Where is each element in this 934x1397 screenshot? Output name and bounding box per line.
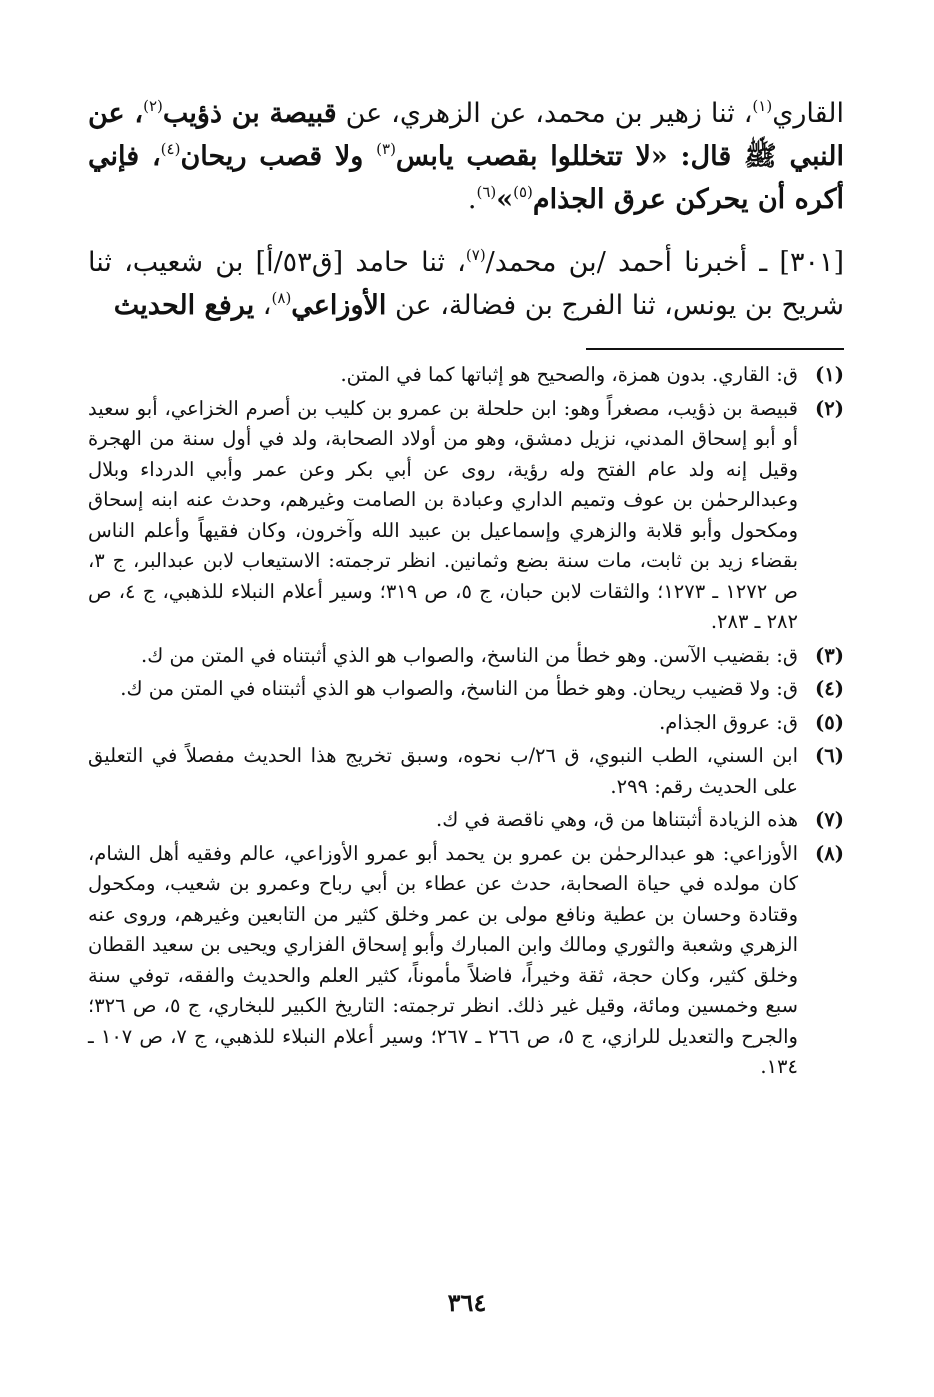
footnote-2 [88,394,844,638]
footnote-number: (٦) [815,744,844,767]
footnote-3 [88,641,844,672]
page-body [88,92,844,1086]
footnote-4 [88,674,844,705]
footnote-ref-3: (٣) [376,140,396,158]
footnote-text: ق: ولا قضيب ريحان. وهو خطأ من الناسخ، والصواب هو الذي أثبتناه في المتن من ك. [120,677,798,700]
text-run: ، ثنا زهير بن محمد، عن الزهري، عن [336,98,753,129]
footnote-number: (١) [815,363,844,386]
hadith-text: ولا قصب ريحان [180,141,377,172]
footnote-5 [88,708,844,739]
footnote-ref-5: (٥) [513,183,533,201]
hadith-text: ، عن النبي ﷺ قال: «لا تتخللوا بقصب يابس [88,98,844,172]
text-run: . [467,184,477,215]
footnote-number: (٧) [815,808,844,831]
footnote-ref-1: (١) [752,97,773,115]
main-text [88,92,844,327]
footnote-6 [88,741,844,802]
footnote-text: ق: القاري. بدون همزة، والصحيح هو إثباتها كما في المتن. [340,363,798,386]
page-number: ٣٦٤ [447,1288,487,1317]
text-run: [٣٠١] ـ أخبرنا أحمد /بن محمد/ [485,247,844,278]
footnote-text: ق: بقضيب الآسن. وهو خطأ من الناسخ، والصواب هو الذي أثبتناه في المتن من ك. [141,643,798,667]
paragraph-hadith-300-end [88,92,844,221]
footnote-text: الأوزاعي: هو عبدالرحمٰن بن عمرو بن يحمد أبو عمرو الأوزاعي، عالم وفقيه أهل الشام، كان مولده في حياة الصحابة، حدث عن عطاء بن أبي رباح وعمرو بن شعيب، ومكحول وقتادة وحسان بن عطية ونافع مولى بن عمر وخلق كثير من التابعين وغيرهم، وروى عنه الزهري وشعبة والثوري ومالك وابن المبارك وأبو إسحاق الفزاري ويحيى بن سعيد القطان وخلق كثير، وكان حجة، ثقة وخيراً، فاضلاً مأموناً، كثير العلم والحديث والفقه، توفي سنة سبع وخمسين ومائة، وقيل غير ذلك. انظر ترجمته: التاريخ الكبير للبخاري، ج ٥، ص ٣٢٦؛ والجرح والتعديل للرازي، ج ٥، ص ٢٦٦ ـ ٢٦٧؛ وسير أعلام النبلاء للذهبي، ج ٧، ص ١٠٧ ـ ١٣٤. [88,841,798,1078]
footnote-ref-4: (٤) [160,140,181,158]
footnote-number: (٣) [815,643,844,667]
footnote-ref-7: (٧) [465,246,486,264]
footnote-8 [88,839,844,1083]
footnote-ref-8: (٨) [271,289,292,307]
footnotes [88,360,844,1083]
hadith-text: » [496,184,514,215]
footnote-number: (٨) [815,841,844,865]
text-run: القاري [772,98,844,129]
text-run: ، [254,290,272,321]
footnote-text: قبيصة بن ذؤيب، مصغراً وهو: ابن حلحلة بن عمرو بن كليب بن أصرم الخزاعي، أبو سعيد أو أبو إسحاق المدني، نزيل دمشق، وهو من أولاد الصحابة، ولد في أول سنة من الهجرة وقيل إنه ولد عام الفتح وله رؤية، روى عن أبي بكر وعن عمر وأبي الدرداء وبلال وعبدالرحمٰن بن عوف وتميم الداري وعبادة بن الصامت وغيرهم، وحدث عنه ابنه إسحاق ومكحول وأبو قلابة والزهري وإسماعيل بن عبيد الله وآخرون، وكان فقيهاً وأعلم الناس بقضاء زيد بن ثابت، مات سنة بضع وثمانين. انظر ترجمته: الاستيعاب لابن عبدالبر، ج ٣، ص ١٢٧٢ ـ ١٢٧٣؛ والثقات لابن حبان، ج ٥، ص ٣١٩؛ وسير أعلام النبلاء للذهبي، ج ٤، ص ٢٨٢ ـ ٢٨٣. [88,396,798,633]
footnote-text: ق: عروق الجذام. [659,710,798,734]
paragraph-hadith-301 [88,241,844,327]
footnote-separator [586,348,844,350]
footnote-ref-2: (٢) [143,97,163,115]
text-run: ، ثنا حامد [ق٥٣/أ] بن شعيب، ثنا شريح بن يونس، ثنا الفرج بن فضالة، عن [88,247,844,321]
footnote-1 [88,360,844,391]
narrator-name: الأوزاعي [291,290,387,321]
footnote-ref-6: (٦) [476,183,497,201]
footnote-text: هذه الزيادة أثبتناها من ق، وهي ناقصة في ك. [436,808,798,831]
footnote-7 [88,805,844,836]
narrator-name: قبيصة بن ذؤيب [162,98,337,129]
hadith-text: يرفع الحديث [113,290,255,321]
footnote-number: (٢) [815,396,844,420]
footnote-text: ابن السني، الطب النبوي، ق ٢٦/ب نحوه، وسبق تخريج هذا الحديث مفصلاً في التعليق على الحديث رقم: ٢٩٩. [88,744,798,798]
footnote-number: (٥) [815,710,844,734]
hadith-text: ، فإني أكره أن يحركن عرق الجذام [88,141,844,215]
footnote-number: (٤) [815,677,844,700]
